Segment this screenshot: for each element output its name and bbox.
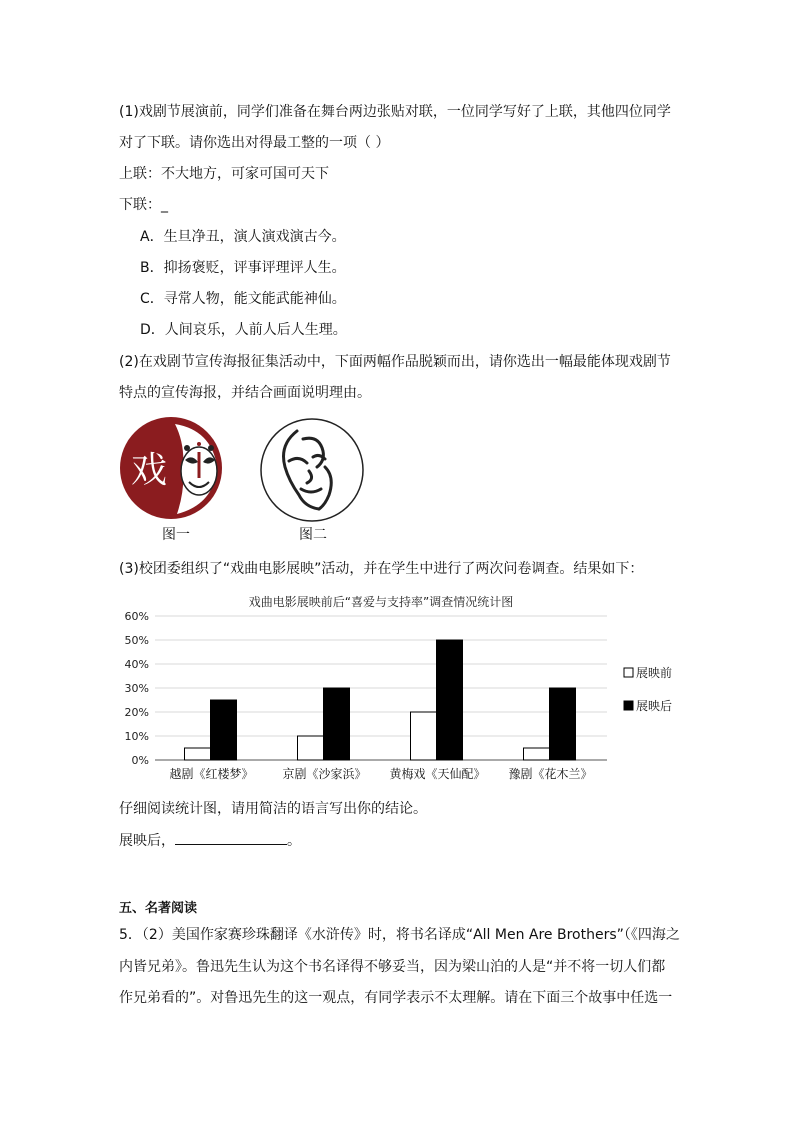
y-tick-label: 0% [131, 754, 149, 767]
q3-stem-line1: (3)校团委组织了“戏曲电影展映”活动，并在学生中进行了两次问卷调查。结果如下： [119, 561, 644, 577]
bar-before [411, 712, 437, 760]
x-tick-label: 豫剧《花木兰》 [508, 767, 593, 781]
poster-one-character: 戏 [131, 450, 168, 491]
q2-stem-line1: (2)在戏剧节宣传海报征集活动中，下面两幅作品脱颖而出，请你选出一幅最能体现戏剧节 [119, 354, 671, 370]
poster-two-image [259, 417, 365, 523]
section-five-heading: 五、名著阅读 [119, 901, 198, 916]
q1-upper-couplet: 上联：不大地方，可家可国可天下 [119, 166, 329, 182]
section-five-line2: 内皆兄弟》。鲁迅先生认为这个书名译得不够妥当，因为梁山泊的人是“并不将一切人们都 [119, 959, 666, 975]
bar-after [211, 700, 237, 760]
legend-swatch [624, 668, 633, 677]
q3-answer-line [119, 830, 301, 851]
q3-stem-line2: 仔细阅读统计图，请用简洁的语言写出你的结论。 [119, 801, 427, 817]
section-five-line1: 5．（2）美国作家赛珍珠翻译《水浒传》时，将书名译成“All Men Are Brothers”（《四海之 [119, 927, 680, 943]
q3-answer-prefix: 展映后， [119, 833, 175, 849]
bar-after [437, 640, 463, 760]
y-tick-label: 50% [124, 634, 149, 647]
y-tick-label: 20% [124, 706, 149, 719]
chart-title: 戏曲电影展映前后“喜爱与支持率”调查情况统计图 [248, 595, 514, 609]
q3-answer-end: 。 [287, 833, 301, 849]
bar-before [524, 748, 550, 760]
y-tick-label: 30% [124, 682, 149, 695]
poster-two-caption: 图二 [299, 527, 327, 543]
q1-stem-line2: 对了下联。请你选出对得最工整的一项（ ） [119, 135, 390, 151]
q1-option-c[interactable]: C．寻常人物，能文能武能神仙。 [140, 291, 346, 307]
bar-chart [117, 588, 682, 790]
q1-option-a[interactable]: A．生旦净丑，演人演戏演古今。 [140, 229, 346, 245]
bar-before [298, 736, 324, 760]
opera-mask-icon [181, 442, 217, 495]
legend-label: 展映后 [636, 699, 673, 713]
q1-option-b[interactable]: B．抑扬褒贬，评事评理评人生。 [140, 260, 346, 276]
q1-stem-line1: (1)戏剧节展演前，同学们准备在舞台两边张贴对联，一位同学写好了上联，其他四位同学 [119, 104, 671, 120]
bar-after [550, 688, 576, 760]
q1-option-d[interactable]: D．人间哀乐，人前人后人生理。 [140, 322, 347, 338]
y-tick-label: 10% [124, 730, 149, 743]
legend-swatch [624, 701, 633, 710]
y-tick-label: 40% [124, 658, 149, 671]
bar-after [324, 688, 350, 760]
section-five-line3: 作兄弟看的”。对鲁迅先生的这一观点，有同学表示不太理解。请在下面三个故事中任选一 [119, 990, 673, 1006]
q1-lower-couplet: 下联：_ [119, 197, 168, 213]
x-tick-label: 京剧《沙家浜》 [282, 767, 367, 781]
q3-answer-blank[interactable] [175, 830, 287, 845]
x-tick-label: 黄梅戏《天仙配》 [389, 767, 486, 781]
x-tick-label: 越剧《红楼梦》 [169, 767, 254, 781]
bar-before [185, 748, 211, 760]
poster-one-caption: 图一 [162, 527, 190, 543]
legend-label: 展映前 [636, 666, 673, 680]
y-tick-label: 60% [124, 610, 149, 623]
poster-one-image [119, 416, 223, 520]
q2-stem-line2: 特点的宣传海报，并结合画面说明理由。 [119, 385, 371, 401]
